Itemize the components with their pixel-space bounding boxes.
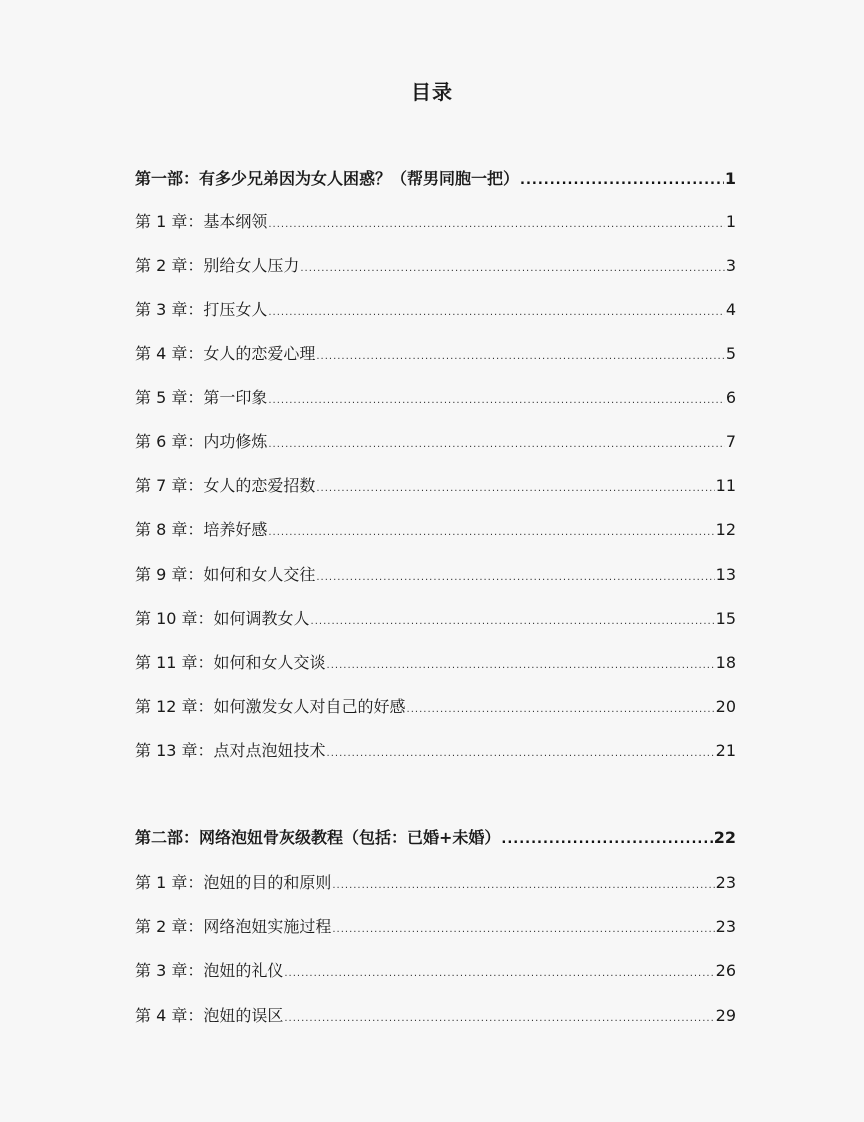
dot-leader [327,655,715,677]
chapter-title: 第 4 章：女人的恋爱心理 [135,344,316,363]
dot-leader [311,611,715,633]
chapter-title: 第 11 章：如何和女人交谈 [135,653,326,672]
toc-chapter [135,343,736,368]
dot-leader [284,963,714,985]
dot-leader [268,390,724,412]
dot-leader [316,478,714,500]
toc-chapter [135,696,736,721]
toc-chapter [135,519,736,544]
toc-chapter [135,211,736,236]
chapter-title: 第 2 章：别给女人压力 [135,256,300,275]
chapter-title: 第 10 章：如何调教女人 [135,609,310,628]
page-number: 11 [715,476,736,495]
page-number: 29 [715,1006,736,1025]
page-number: 6 [725,388,736,407]
chapter-title: 第 1 章：泡妞的目的和原则 [135,873,332,892]
page-number: 26 [715,961,736,980]
dot-leader [501,829,712,851]
dot-leader [332,919,714,941]
page-number: 12 [715,520,736,539]
dot-leader [332,875,714,897]
toc-chapter [135,475,736,500]
toc-chapter [135,387,736,412]
page-number: 23 [715,917,736,936]
chapter-title: 第 7 章：女人的恋爱招数 [135,476,316,495]
dot-leader [268,434,724,456]
dot-leader [284,1008,714,1030]
chapter-title: 第 6 章：内功修炼 [135,432,268,451]
chapter-title: 第 1 章：基本纲领 [135,212,268,231]
page-number: 18 [715,653,736,672]
page-number: 7 [725,432,736,451]
toc-part-1 [135,168,736,192]
chapter-title: 第 4 章：泡妞的误区 [135,1006,284,1025]
chapter-title: 第 5 章：第一印象 [135,388,268,407]
chapter-title: 第 3 章：打压女人 [135,300,268,319]
dot-leader [300,258,724,280]
dot-leader [316,346,724,368]
toc-chapter [135,872,736,897]
chapter-title: 第 8 章：培养好感 [135,520,268,539]
chapter-title: 第 13 章：点对点泡妞技术 [135,741,326,760]
chapter-title: 第 12 章：如何激发女人对自己的好感 [135,697,406,716]
toc-part-2 [135,827,736,851]
page-number: 20 [715,697,736,716]
page-number: 13 [715,565,736,584]
chapter-title: 第 3 章：泡妞的礼仪 [135,961,284,980]
part-title: 第一部：有多少兄弟因为女人困惑？（帮男同胞一把） [135,169,520,188]
dot-leader [316,567,714,589]
toc-chapter [135,564,736,589]
toc-chapter [135,608,736,633]
page-number: 23 [715,873,736,892]
part-title: 第二部：网络泡妞骨灰级教程（包括：已婚+未婚） [135,828,501,847]
dot-leader [268,522,714,544]
page-number: 1 [724,169,736,188]
page-number: 22 [713,828,736,847]
page-number: 5 [725,344,736,363]
toc-chapter [135,916,736,941]
page-number: 3 [725,256,736,275]
page-number: 15 [715,609,736,628]
dot-leader [268,302,724,324]
page-number: 1 [725,212,736,231]
chapter-title: 第 2 章：网络泡妞实施过程 [135,917,332,936]
toc-chapter [135,431,736,456]
toc-chapter [135,652,736,677]
toc-chapter [135,1005,736,1030]
toc-title: 目录 [411,80,453,104]
page-number: 4 [725,300,736,319]
dot-leader [407,699,715,721]
dot-leader [268,214,724,236]
page-number: 21 [715,741,736,760]
chapter-title: 第 9 章：如何和女人交往 [135,565,316,584]
toc-chapter [135,740,736,765]
toc-chapter [135,960,736,985]
dot-leader [327,743,715,765]
toc-chapter [135,255,736,280]
dot-leader [520,170,724,192]
toc-chapter [135,299,736,324]
